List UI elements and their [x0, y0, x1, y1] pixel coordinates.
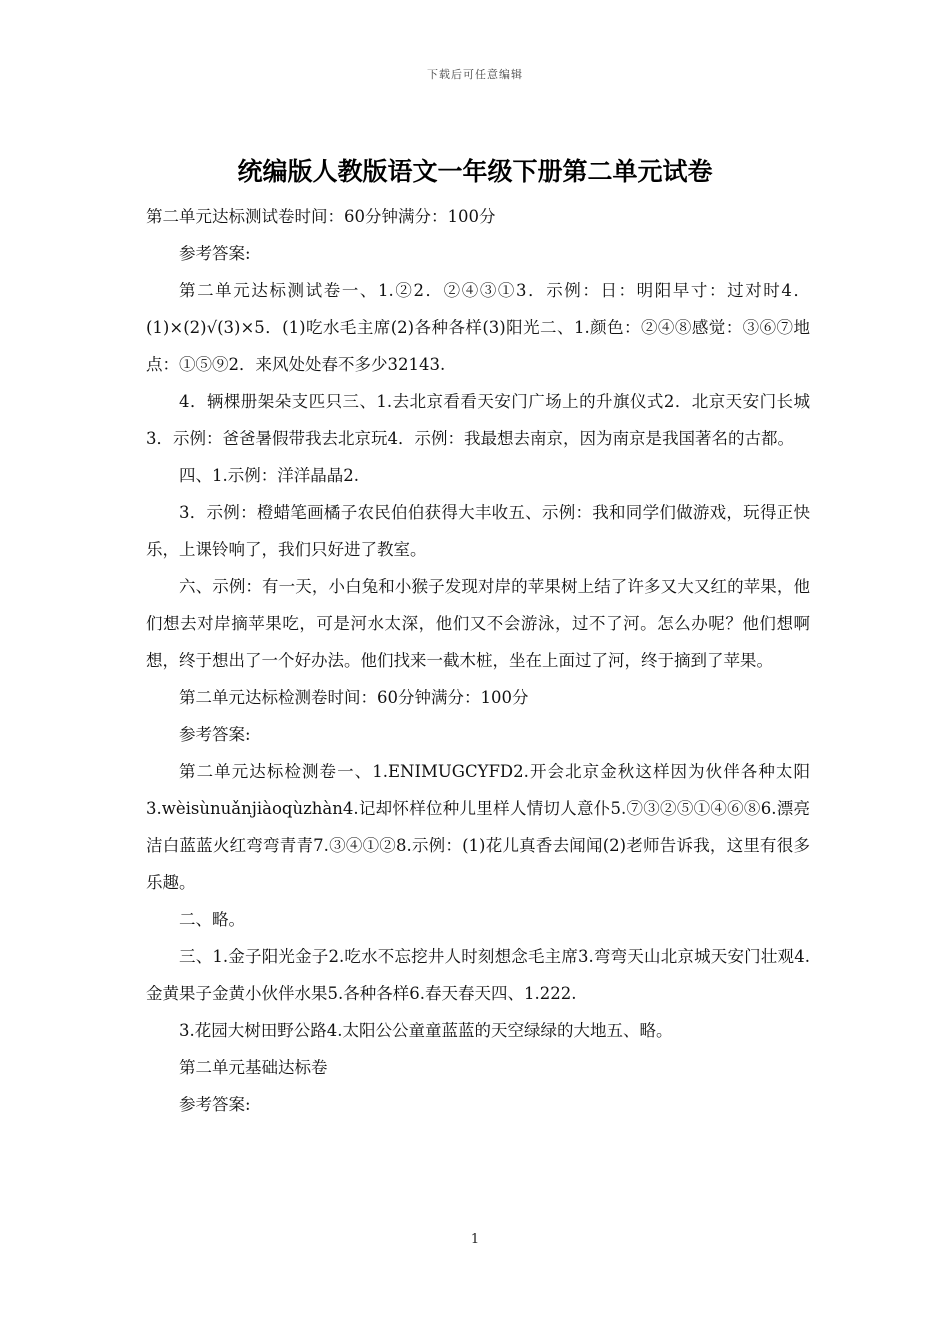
page-number: 1 — [470, 1232, 480, 1247]
document-title: 统编版人教版语文一年级下册第二单元试卷 — [237, 157, 713, 186]
header-note: 下载后可任意编辑 — [427, 68, 523, 81]
paragraph-answers-part4: 3．示例：橙蜡笔画橘子农民伯伯获得大丰收五、示例：我和同学们做游戏，玩得正快乐，上课铃响了，我们只好进了教室。 — [146, 503, 810, 559]
paragraph-answers-part2: 4．辆棵册架朵支匹只三、1.去北京看看天安门广场上的升旗仪式2．北京天安门长城3．示例：爸爸暑假带我去北京玩4．示例：我最想去南京，因为南京是我国著名的古都。 — [146, 392, 810, 448]
paragraph-answers-story: 六、示例：有一天，小白兔和小猴子发现对岸的苹果树上结了许多又大又红的苹果，他们想去对岸摘苹果吃，可是河水太深，他们又不会游泳，过不了河。怎么办呢？他们想啊想，终于想出了一个好办法。他们找来一截木桩，坐在上面过了河，终于摘到了苹果。 — [146, 577, 810, 670]
paragraph-answers-part3: 四、1.示例：洋洋晶晶2. — [179, 466, 359, 485]
paragraph-answer-heading-1: 参考答案: — [179, 244, 251, 263]
paragraph-answers-part5: 第二单元达标检测卷一、1.ENIMUGCYFD2.开会北京金秋这样因为伙伴各种太阳3.wèisùnuǎnjiàoqùzhàn4.记却怀样位种儿里样人情切人意仆5.⑦③②⑤①④⑥⑧6.漂亮洁白蓝蓝火红弯弯青青7.③④①②8.示例：(1)花儿真香去闻闻(2)老师告诉我，这里有很多乐趣。 — [146, 762, 810, 892]
paragraph-test-info-2: 第二单元达标检测卷时间：60分钟满分：100分 — [179, 688, 529, 707]
paragraph-answers-part7: 三、1.金子阳光金子2.吃水不忘挖井人时刻想念毛主席3.弯弯天山北京城天安门壮观4.金黄果子金黄小伙伴水果5.各种各样6.春天春天四、1.222. — [146, 947, 810, 1003]
paragraph-test-info-3: 第二单元基础达标卷 — [179, 1058, 328, 1077]
paragraph-answer-heading-2: 参考答案: — [179, 725, 251, 744]
paragraph-answers-part8: 3.花园大树田野公路4.太阳公公童童蓝蓝的天空绿绿的大地五、略。 — [179, 1021, 673, 1040]
paragraph-answer-heading-3: 参考答案: — [179, 1095, 251, 1114]
paragraph-answers-part6: 二、略。 — [179, 910, 245, 929]
document-body — [146, 198, 810, 1123]
paragraph-test-info-1: 第二单元达标测试卷时间：60分钟满分：100分 — [146, 207, 496, 226]
paragraph-answers-part1: 第二单元达标测试卷一、1.②2．②④③①3．示例：日：明阳早寸：过对时4．(1)×(2)√(3)×5．(1)吃水毛主席(2)各种各样(3)阳光二、1.颜色：②④⑧感觉：③⑥⑦地点：①⑤⑨2．来风处处春不多少32143. — [146, 281, 810, 374]
